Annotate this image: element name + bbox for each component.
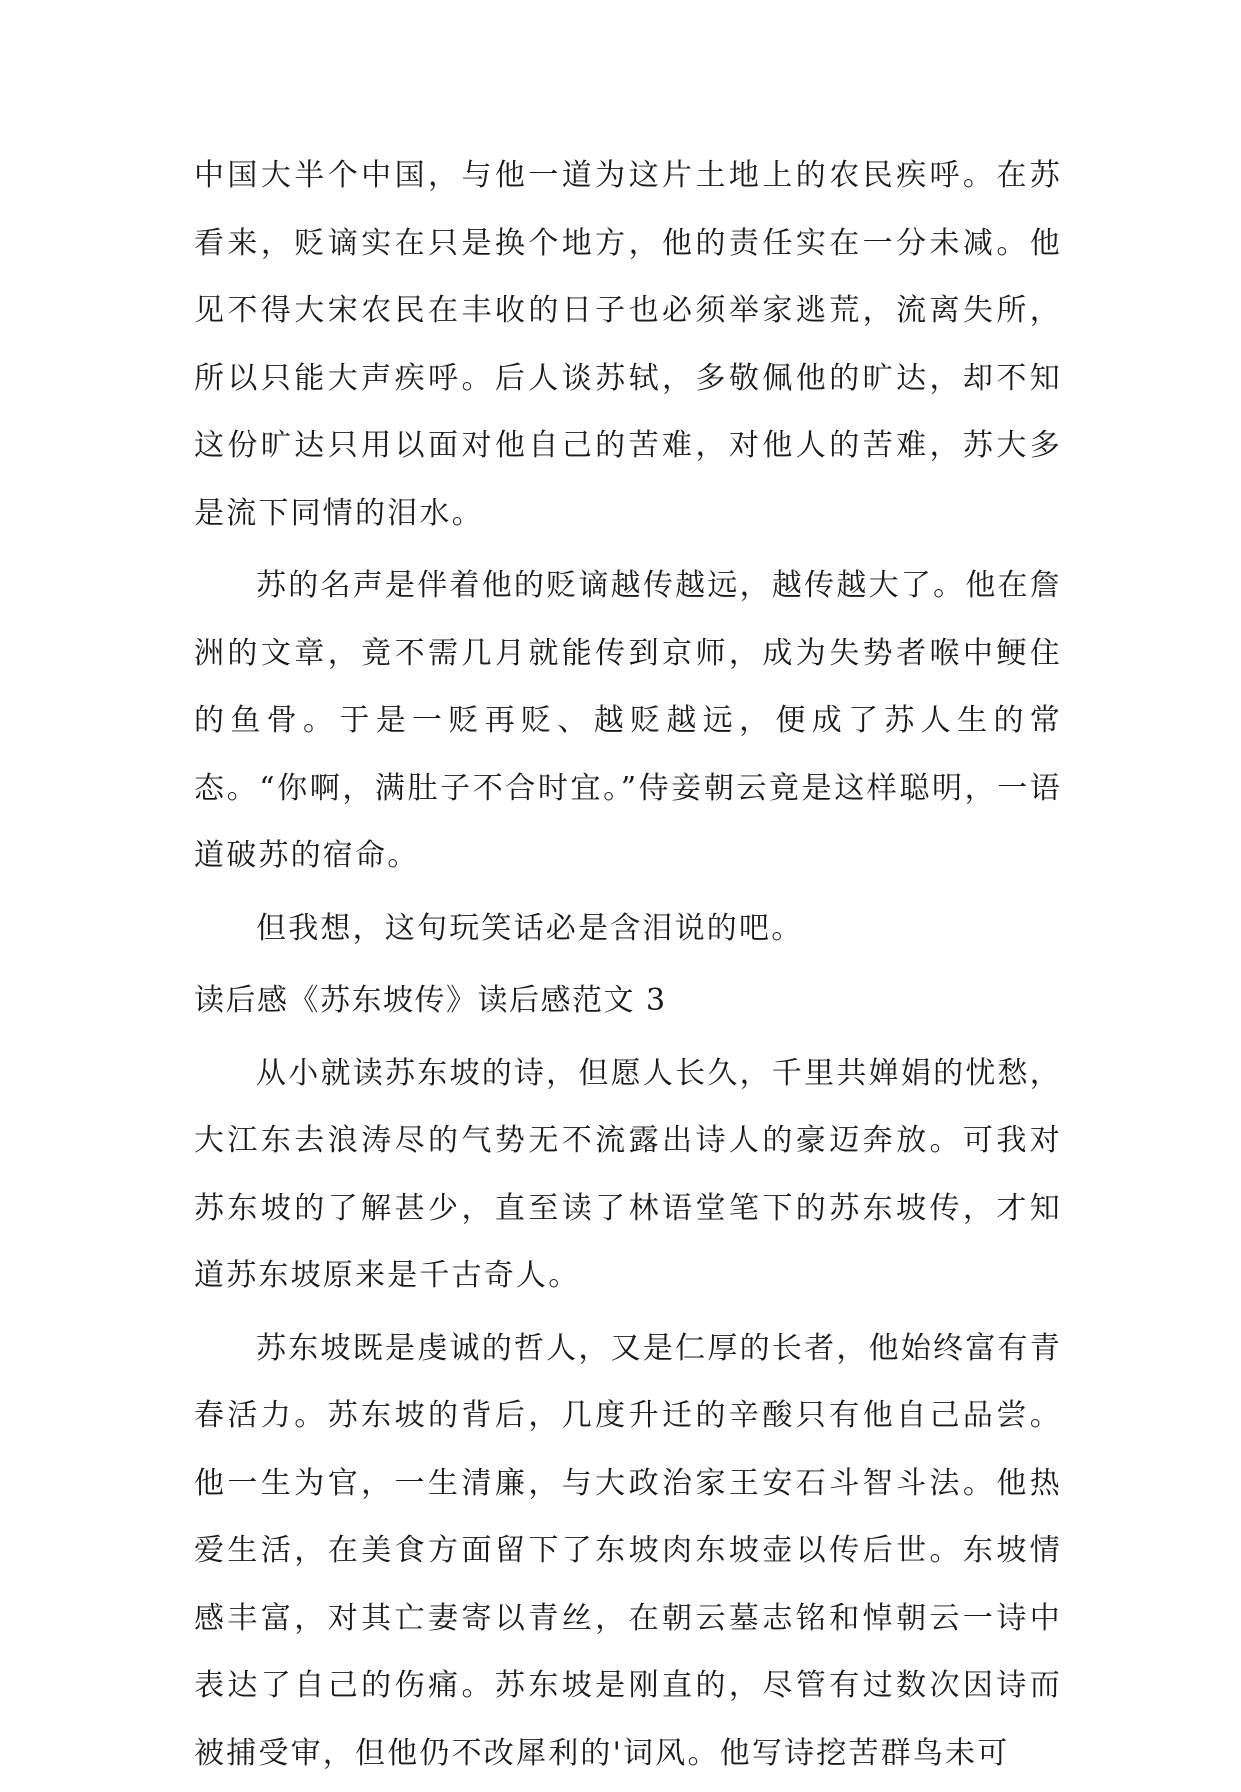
- paragraph-4: 从小就读苏东坡的诗，但愿人长久，千里共婵娟的忧愁，大江东去浪涛尽的气势无不流露出诗人的豪迈奔放。可我对苏东坡的了解甚少，直至读了林语堂笔下的苏东坡传，才知道苏东坡原来是千古奇人。: [194, 1055, 1062, 1293]
- section-heading: 读后感《苏东坡传》读后感范文 3: [194, 983, 667, 1018]
- paragraph-2: 苏的名声是伴着他的贬谪越传越远，越传越大了。他在詹洲的文章，竟不需几月就能传到京师，成为失势者喉中鲠住的鱼骨。于是一贬再贬、越贬越远，便成了苏人生的常态。“你啊，满肚子不合时宜。”侍妾朝云竟是这样聪明，一语道破苏的宿命。: [194, 568, 1062, 873]
- paragraph-3: 但我想，这句玩笑话必是含泪说的吧。: [256, 910, 804, 946]
- paragraph-5: 苏东坡既是虔诚的哲人，又是仁厚的长者，他始终富有青春活力。苏东坡的背后，几度升迁的辛酸只有他自己品尝。他一生为官，一生清廉，与大政治家王安石斗智斗法。他热爱生活，在美食方面留下了东坡肉东坡壶以传后世。东坡情感丰富，对其亡妻寄以青丝，在朝云墓志铭和悼朝云一诗中表达了自己的伤痛。苏东坡是刚直的，尽管有过数次因诗而被捕受审，但他仍不改犀利的'词风。他写诗挖苦群鸟未可: [194, 1330, 1062, 1771]
- paragraph-1: 中国大半个中国，与他一道为这片土地上的农民疾呼。在苏看来，贬谪实在只是换个地方，他的责任实在一分未减。他见不得大宋农民在丰收的日子也必须举家逃荒，流离失所，所以只能大声疾呼。后人谈苏轼，多敬佩他的旷达，却不知这份旷达只用以面对他自己的苦难，对他人的苦难，苏大多是流下同情的泪水。: [194, 158, 1062, 531]
- document-page: [194, 142, 1062, 1792]
